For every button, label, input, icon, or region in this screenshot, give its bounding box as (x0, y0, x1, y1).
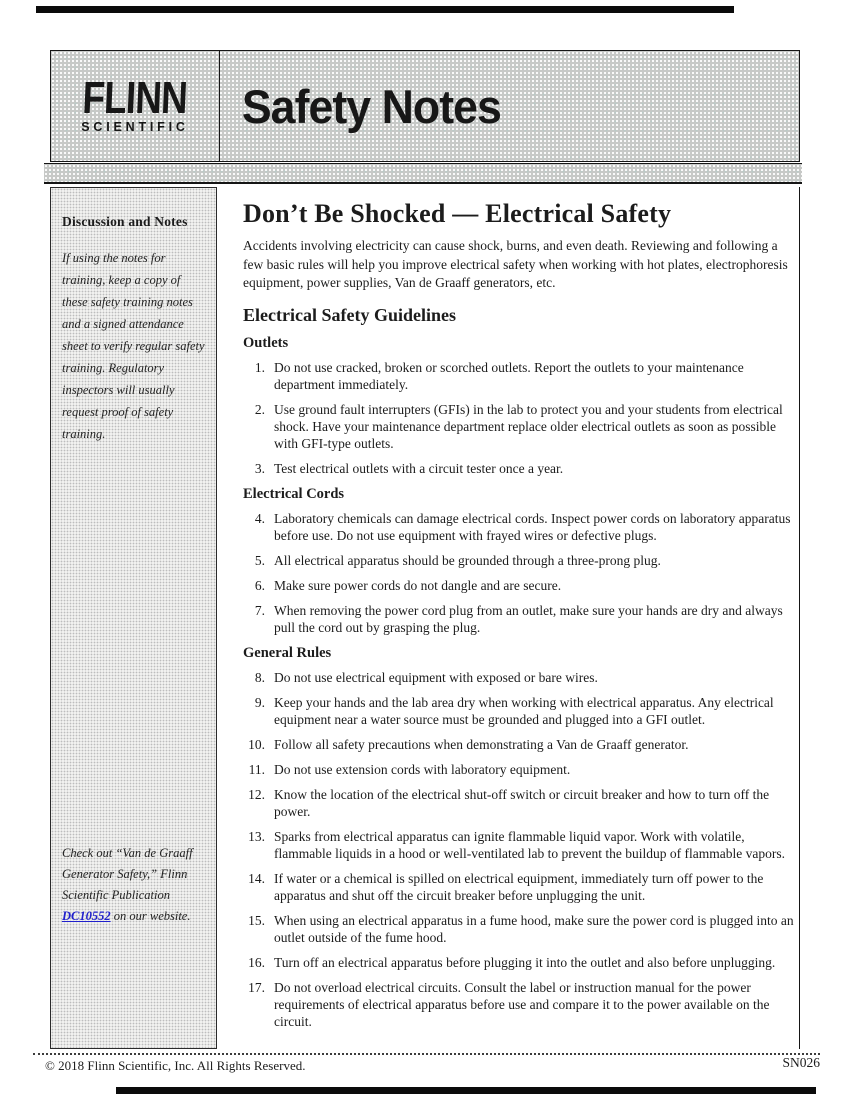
list-item-number: 11. (248, 761, 265, 777)
subheading-outlets: Outlets (243, 334, 289, 351)
list-item-number: 5. (254, 552, 265, 568)
publication-link[interactable]: DC10552 (62, 909, 111, 923)
list-item (243, 401, 794, 452)
scan-artifact-top (36, 6, 734, 13)
reference-note-pre: Check out “Van de Graaff Generator Safety,” Flinn Scientific Publication (62, 846, 193, 902)
intro-paragraph: Accidents involving electricity can cause shock, burns, and even death. Reviewing and following a few basic rules will help you improve electrical safety when working with hot plates, electrophoresis equipment, power supplies, Van de Graaff generators, etc. (243, 238, 788, 290)
list-item-text: Follow all safety precautions when demonstrating a Van de Graaff generator. (274, 736, 689, 752)
list-item-number: 2. (254, 401, 265, 417)
list-item (243, 786, 794, 820)
list-item-text: Use ground fault interrupters (GFIs) in the lab to protect you and your students from electrical shock. Have your maintenance department replace older electrical outlets as soon as possible with GFI-type outlets. (274, 401, 783, 451)
list-item-text: Do not use extension cords with laboratory equipment. (274, 761, 571, 777)
list-item (243, 979, 794, 1030)
list-item-number: 13. (248, 828, 265, 844)
list-item (243, 736, 794, 753)
flinn-logo-text: FLINN (81, 72, 189, 123)
document-title: Don’t Be Shocked — Electrical Safety (243, 199, 672, 228)
list-item (243, 669, 794, 686)
subheading-electrical-cords: Electrical Cords (243, 485, 345, 502)
banner-title-cell (220, 51, 799, 161)
footer-copyright: © 2018 Flinn Scientific, Inc. All Rights Reserved. (45, 1058, 306, 1073)
flinn-logo-subtext: SCIENTIFIC (81, 120, 189, 134)
list-item-number: 9. (254, 694, 265, 710)
flinn-logo (51, 51, 220, 161)
list-item-number: 4. (254, 510, 265, 526)
list-item (243, 870, 794, 904)
list-item-number: 3. (254, 460, 265, 476)
list-item-text: Do not overload electrical circuits. Consult the label or instruction manual for the power requirements of electrical apparatus before use and compare it to the power available on the circuit. (274, 979, 770, 1029)
list-item (243, 912, 794, 946)
subheading-general-rules: General Rules (243, 644, 332, 661)
list-item-text: Do not use cracked, broken or scorched outlets. Report the outlets to your maintenance department immediately. (274, 359, 744, 392)
sidebar-training-note: If using the notes for training, keep a copy of these safety training notes and a signed attendance sheet to verify regular safety training. Regulatory inspectors will usually request proof of safety training. (62, 251, 205, 441)
scan-artifact-bottom (116, 1087, 816, 1094)
sidebar-reference-note (62, 843, 209, 927)
list-item-text: Turn off an electrical apparatus before plugging it into the outlet and also before unplugging. (274, 954, 776, 970)
list-item (243, 694, 794, 728)
list-item-text: If water or a chemical is spilled on electrical equipment, immediately turn off power to the apparatus and shut off the circuit breaker before unplugging the unit. (274, 870, 764, 903)
list-item-number: 15. (248, 912, 265, 928)
list-item-text: All electrical apparatus should be grounded through a three-prong plug. (274, 552, 661, 568)
list-item-number: 16. (248, 954, 265, 970)
list-item-text: Make sure power cords do not dangle and are secure. (274, 577, 562, 593)
list-item (243, 761, 794, 778)
list-item-number: 14. (248, 870, 265, 886)
list-item-text: Keep your hands and the lab area dry when working with electrical apparatus. Any electrical equipment near a water source must be grounded and plugged into a GFI outlet. (274, 694, 774, 727)
list-item (243, 828, 794, 862)
sidebar-discussion-box (50, 187, 217, 1049)
list-item-number: 17. (248, 979, 265, 995)
footer-dotted-rule (33, 1053, 820, 1055)
list-item-number: 7. (254, 602, 265, 618)
list-item (243, 954, 794, 971)
list-item (243, 510, 794, 544)
header-divider-strip (44, 163, 802, 184)
list-item-text: Test electrical outlets with a circuit tester once a year. (274, 460, 564, 476)
list-item-text: When removing the power cord plug from an outlet, make sure your hands are dry and always pull the cord out by grasping the plug. (274, 602, 783, 635)
list-item (243, 577, 794, 594)
list-item-number: 6. (254, 577, 265, 593)
list-item-number: 1. (254, 359, 265, 375)
list-item-text: Know the location of the electrical shut-off switch or circuit breaker and how to turn off the power. (274, 786, 770, 819)
list-item-text: Laboratory chemicals can damage electrical cords. Inspect power cords on laboratory apparatus before use. Do not use equipment with frayed wires or defective plugs. (274, 510, 791, 543)
list-item (243, 460, 794, 477)
main-content (218, 187, 800, 1038)
list-item-number: 8. (254, 669, 265, 685)
header-banner (50, 50, 800, 162)
list-item-number: 12. (248, 786, 265, 802)
list-item-text: When using an electrical apparatus in a fume hood, make sure the power cord is plugged into an outlet outside of the fume hood. (274, 912, 794, 945)
list-item (243, 359, 794, 393)
list-item-text: Sparks from electrical apparatus can ignite flammable liquid vapor. Work with volatile, flammable liquids in a hood or well-ventilated lab to prevent the buildup of flammable vapors. (274, 828, 785, 861)
footer-doc-number: SN026 (782, 1055, 820, 1070)
reference-note-post: on our website. (110, 909, 191, 923)
list-item-text: Do not use electrical equipment with exposed or bare wires. (274, 669, 598, 685)
guidelines-heading: Electrical Safety Guidelines (243, 304, 456, 325)
list-item (243, 552, 794, 569)
sidebar-heading: Discussion and Notes (62, 214, 188, 229)
banner-title: Safety Notes (241, 79, 501, 133)
list-item-number: 10. (248, 736, 265, 752)
list-item (243, 602, 794, 636)
